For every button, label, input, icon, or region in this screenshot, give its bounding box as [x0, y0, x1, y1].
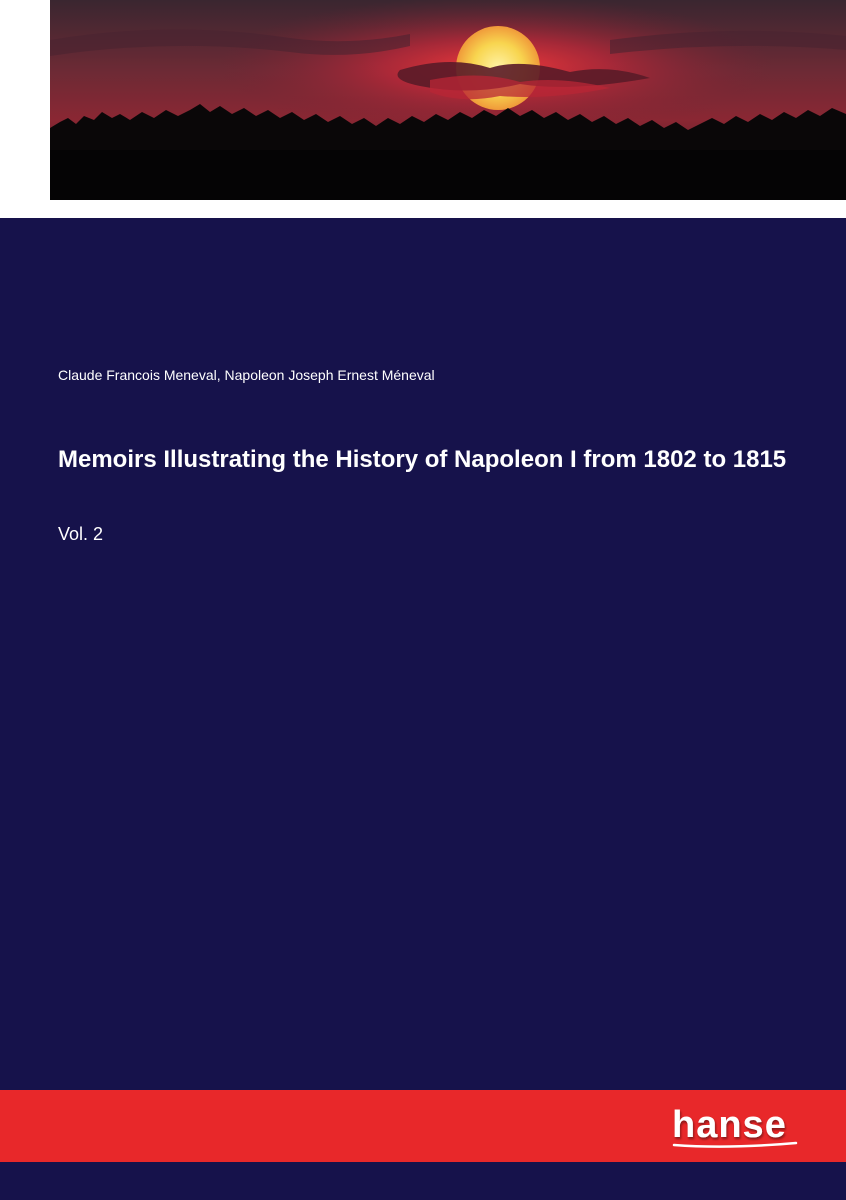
- cover-top-strip: [0, 0, 846, 218]
- publisher-logo-svg: [668, 1103, 803, 1149]
- author-names: Claude Francois Meneval, Napoleon Joseph Ernest Méneval: [58, 367, 435, 383]
- sunset-photo: [50, 0, 846, 200]
- bottom-band: [0, 1162, 846, 1200]
- book-title: Memoirs Illustrating the History of Napoleon I from 1802 to 1815: [58, 446, 787, 473]
- cover-body: [0, 218, 846, 1090]
- book-subtitle: Vol. 2: [58, 524, 104, 544]
- publisher-name: hanse: [672, 1104, 787, 1146]
- sunset-trees-illustration: [50, 0, 846, 200]
- hanse-logo: [668, 1103, 803, 1149]
